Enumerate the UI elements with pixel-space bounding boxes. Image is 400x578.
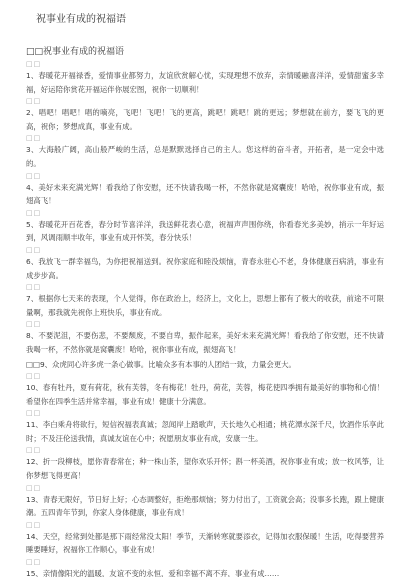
separator: □□ bbox=[26, 520, 42, 529]
paragraph-2: 2、唱吧！唱吧！唱的嘀亮，飞吧！飞吧！飞的更高，跳吧！跳吧！跳的更远；梦想就在前方，要飞飞的更高，祝你；梦想成真，事业有成。 bbox=[26, 108, 384, 131]
paragraph-13: 13、青春无限好，节日好上好；心态调整好，拒绝那烦恼；努力付出了，工资就会高；没事多长跑，跟上健康潮。五四青年节到，你家人身体健康，事业有成！ bbox=[26, 494, 384, 518]
paragraph-10: 10、春有牡丹，夏有荷花，秋有芙蓉，冬有梅花！牡丹，荷花，芙蓉，梅花使四季拥有最美好的事物和心情！希望你在四季生活并常幸福，事业有成！健康十分满意。 bbox=[26, 383, 384, 406]
separator: □□ bbox=[26, 171, 42, 180]
paragraph-12: 12、折一段柳枝，愿你青春常在；种一株山茶，望你欢乐开怀；斟一杯美酒，祝你事业有成；放一枚风筝，让你梦想飞得更高！ bbox=[26, 457, 384, 481]
separator: □□ bbox=[26, 208, 42, 217]
separator: □□ bbox=[26, 245, 42, 254]
doc-heading: □□祝事业有成的祝福语 bbox=[26, 47, 125, 57]
paragraph-14: 14、天空，经常到处都是那下雨经常没太阳！季节，天渐转寒就要添衣，记得加衣服保暖！生活，吃得要营养睡要睡好，祝福你工作顺心，事业有成！ bbox=[26, 531, 384, 555]
separator: □□ bbox=[26, 60, 42, 68]
paragraph-5: 5、春暖花开百花香，春分时节喜洋洋，我送鲜花表心意，祝福声声围你绕，你看春光多美妙，捎示一年好运到，风调雨顺丰收年，事业有成开怀笑，春分快乐！ bbox=[26, 219, 384, 243]
document-body bbox=[26, 46, 384, 578]
separator: □□ bbox=[26, 283, 42, 292]
paragraph-11: 11、李白乘舟将欲行，短信祝福表真诚；忽闻岸上踏歌声，天长地久心相通；桃花潭水深千尺，饮酒作乐享此时；不及汪伦送我情，真诚友谊在心中；祝愿朋友事业有成，安康一生。 bbox=[26, 420, 384, 443]
paragraph-6: 6、我放飞一群幸福鸟，为你把祝福送到。祝你家庭和睦没烦恼，青春永驻心不老，身体健康百病消，事业有成步步高。 bbox=[26, 256, 384, 280]
paragraph-3: 3、大海般广阔，高山般严峻的生活，总是默默选择自己的主人。您这样的奋斗者，开拓者，是一定会中选的。 bbox=[26, 145, 384, 168]
separator: □□ bbox=[26, 446, 42, 455]
paragraph-7: 7、根据你七天来的表现，个人觉得，你在政治上，经济上，文化上，思想上都有了极大的收获，前途不可限量啊，那我就先祝你上班快乐，事业有成。 bbox=[26, 294, 384, 317]
separator: □□ bbox=[26, 134, 42, 143]
paragraph-15: 15、亲情像阳光的温暖，友谊不变的永恒，爱和幸福不离不弃，事业有成…… bbox=[26, 569, 280, 578]
separator: □□ bbox=[26, 97, 42, 106]
separator: □□ bbox=[26, 320, 42, 329]
paragraph-4: 4、美好未来充满光辉！看我给了你安慰，还不快请我喝一杯，不然你就是窝囊废！哈哈，祝你事业有成，振翅高飞！ bbox=[26, 182, 384, 206]
separator: □□ bbox=[26, 409, 42, 418]
paragraph-9: □□9、众虎同心许多虎一条心做事。比喻众多有本事的人团结一致，力量会更大。 bbox=[26, 359, 296, 369]
paragraph-1: 1、春暖花开福禄香，爱情事业都努力，友谊欣赏解心忧，实现理想不放弃，亲情暖融喜洋洋，爱情甜蜜多幸福，好运陪你赏花开福运伴你展宏图，祝你一切顺利！ bbox=[26, 71, 384, 94]
separator: □□ bbox=[26, 372, 42, 381]
separator: □□ bbox=[26, 558, 42, 567]
separator: □□ bbox=[26, 483, 42, 492]
paragraph-8: 8、不要泥沮，不要伤悲，不要颓废，不要自卑，振作起来，美好未来充满光辉！看我给了你安慰，还不快请我喝一杯，不然你就是窝囊废！哈哈，祝你事业有成，振翅高飞！ bbox=[26, 331, 384, 354]
page-title: 祝事业有成的祝福语 bbox=[36, 14, 126, 25]
